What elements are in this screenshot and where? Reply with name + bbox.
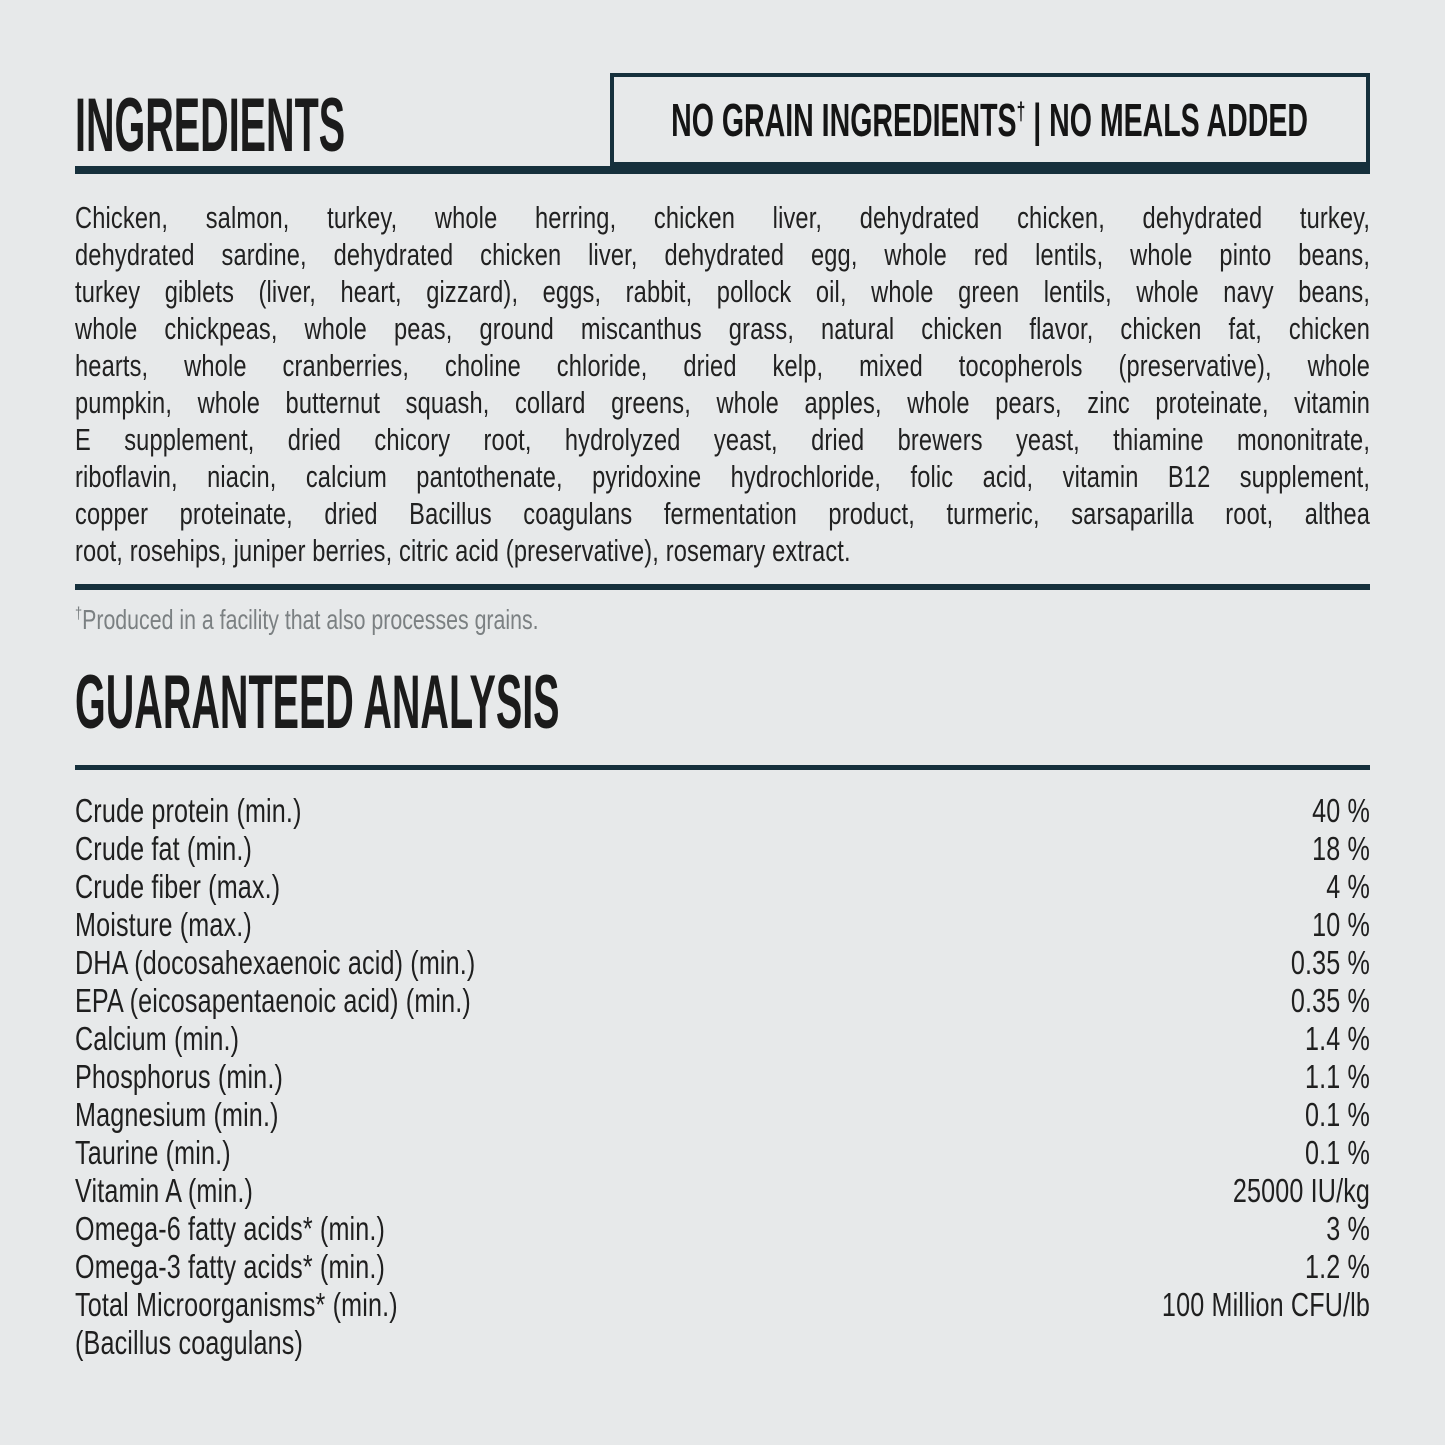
badge-part2: | NO MEALS ADDED	[1025, 93, 1309, 146]
ingredients-line: whole chickpeas, whole peas, ground miscanthus grass, natural chicken flavor, chicken fat, chicken	[75, 311, 1371, 346]
analysis-value: 0.1 %	[1305, 1134, 1371, 1171]
analysis-row	[75, 1248, 1370, 1286]
guaranteed-analysis-table	[75, 792, 1370, 1362]
no-grain-badge-text	[671, 93, 1309, 146]
analysis-row	[75, 1172, 1370, 1210]
analysis-label: Total Microorganisms* (min.)	[75, 1286, 398, 1323]
analysis-label: Crude fat (min.)	[75, 830, 253, 867]
analysis-value: 1.1 %	[1305, 1058, 1371, 1095]
footnote-text: Produced in a facility that also processes grains.	[82, 604, 539, 635]
divider-rule	[75, 584, 1370, 590]
ingredients-line: pumpkin, whole butternut squash, collard greens, whole apples, whole pears, zinc proteinate, vitamin	[75, 385, 1371, 420]
analysis-value: 25000 IU/kg	[1232, 1172, 1371, 1209]
analysis-value: 1.2 %	[1305, 1248, 1371, 1285]
analysis-row	[75, 944, 1370, 982]
analysis-value: 3 %	[1326, 1210, 1371, 1247]
ingredients-line: dehydrated sardine, dehydrated chicken liver, dehydrated egg, whole red lentils, whole pinto beans,	[75, 237, 1371, 272]
ingredients-paragraph	[75, 199, 1370, 569]
badge-part1: NO GRAIN INGREDIENTS	[671, 93, 1018, 146]
analysis-row	[75, 1058, 1370, 1096]
ingredients-line: hearts, whole cranberries, choline chloride, dried kelp, mixed tocopherols (preservative), whole	[75, 348, 1371, 383]
analysis-value: 4 %	[1326, 868, 1371, 905]
analysis-row	[75, 1096, 1370, 1134]
analysis-label: Omega-3 fatty acids* (min.)	[75, 1248, 386, 1285]
analysis-row	[75, 792, 1370, 830]
analysis-value: 18 %	[1312, 830, 1371, 867]
analysis-label: Magnesium (min.)	[75, 1096, 279, 1133]
badge-dagger: †	[1017, 97, 1026, 126]
analysis-row	[75, 868, 1370, 906]
footnote-block	[75, 603, 1370, 637]
analysis-label: Crude fiber (max.)	[75, 868, 281, 905]
analysis-label: EPA (eicosapentaenoic acid) (min.)	[75, 982, 471, 1019]
analysis-value: 0.1 %	[1305, 1096, 1371, 1133]
ingredients-line: turkey giblets (liver, heart, gizzard), eggs, rabbit, pollock oil, whole green lentils, whole navy beans,	[75, 274, 1371, 309]
analysis-label: Crude protein (min.)	[75, 792, 302, 829]
analysis-row	[75, 906, 1370, 944]
guaranteed-analysis-title: GUARANTEED ANALYSIS	[75, 660, 560, 745]
analysis-row	[75, 1134, 1370, 1172]
ingredients-line: copper proteinate, dried Bacillus coagulans fermentation product, turmeric, sarsaparilla root, althea	[75, 496, 1371, 531]
analysis-value: 40 %	[1312, 792, 1371, 829]
analysis-label: Moisture (max.)	[75, 906, 252, 943]
grain-facility-footnote	[75, 603, 1370, 637]
footnote-dagger: †	[75, 603, 83, 623]
analysis-row	[75, 1020, 1370, 1058]
no-grain-badge	[610, 73, 1370, 166]
ingredients-line: riboflavin, niacin, calcium pantothenate, pyridoxine hydrochloride, folic acid, vitamin B12 supplement,	[75, 459, 1371, 494]
analysis-row	[75, 830, 1370, 868]
analysis-label: Calcium (min.)	[75, 1020, 240, 1057]
ingredients-title: INGREDIENTS	[75, 83, 346, 168]
analysis-label: Phosphorus (min.)	[75, 1058, 283, 1095]
analysis-label: Taurine (min.)	[75, 1134, 231, 1171]
analysis-value: 100 Million CFU/lb	[1161, 1286, 1371, 1323]
analysis-row	[75, 1286, 1370, 1324]
analysis-row	[75, 982, 1370, 1020]
analysis-label: DHA (docosahexaenoic acid) (min.)	[75, 944, 476, 981]
label-content	[75, 0, 1370, 1362]
ingredients-line: root, rosehips, juniper berries, citric acid (preservative), rosemary extract.	[75, 533, 851, 568]
analysis-label: Vitamin A (min.)	[75, 1172, 254, 1209]
analysis-row	[75, 1210, 1370, 1248]
analysis-value: 0.35 %	[1290, 944, 1371, 981]
analysis-value: 10 %	[1312, 906, 1371, 943]
analysis-value: 0.35 %	[1290, 982, 1371, 1019]
analysis-label: (Bacillus coagulans)	[75, 1324, 304, 1361]
ingredients-line: Chicken, salmon, turkey, whole herring, chicken liver, dehydrated chicken, dehydrated turkey,	[75, 200, 1371, 235]
ingredients-line: E supplement, dried chicory root, hydrolyzed yeast, dried brewers yeast, thiamine mononitrate,	[75, 422, 1371, 457]
analysis-row	[75, 1324, 1370, 1362]
analysis-label: Omega-6 fatty acids* (min.)	[75, 1210, 386, 1247]
ingredients-header	[75, 73, 1370, 174]
analysis-rule	[75, 765, 1370, 770]
analysis-value: 1.4 %	[1305, 1020, 1371, 1057]
